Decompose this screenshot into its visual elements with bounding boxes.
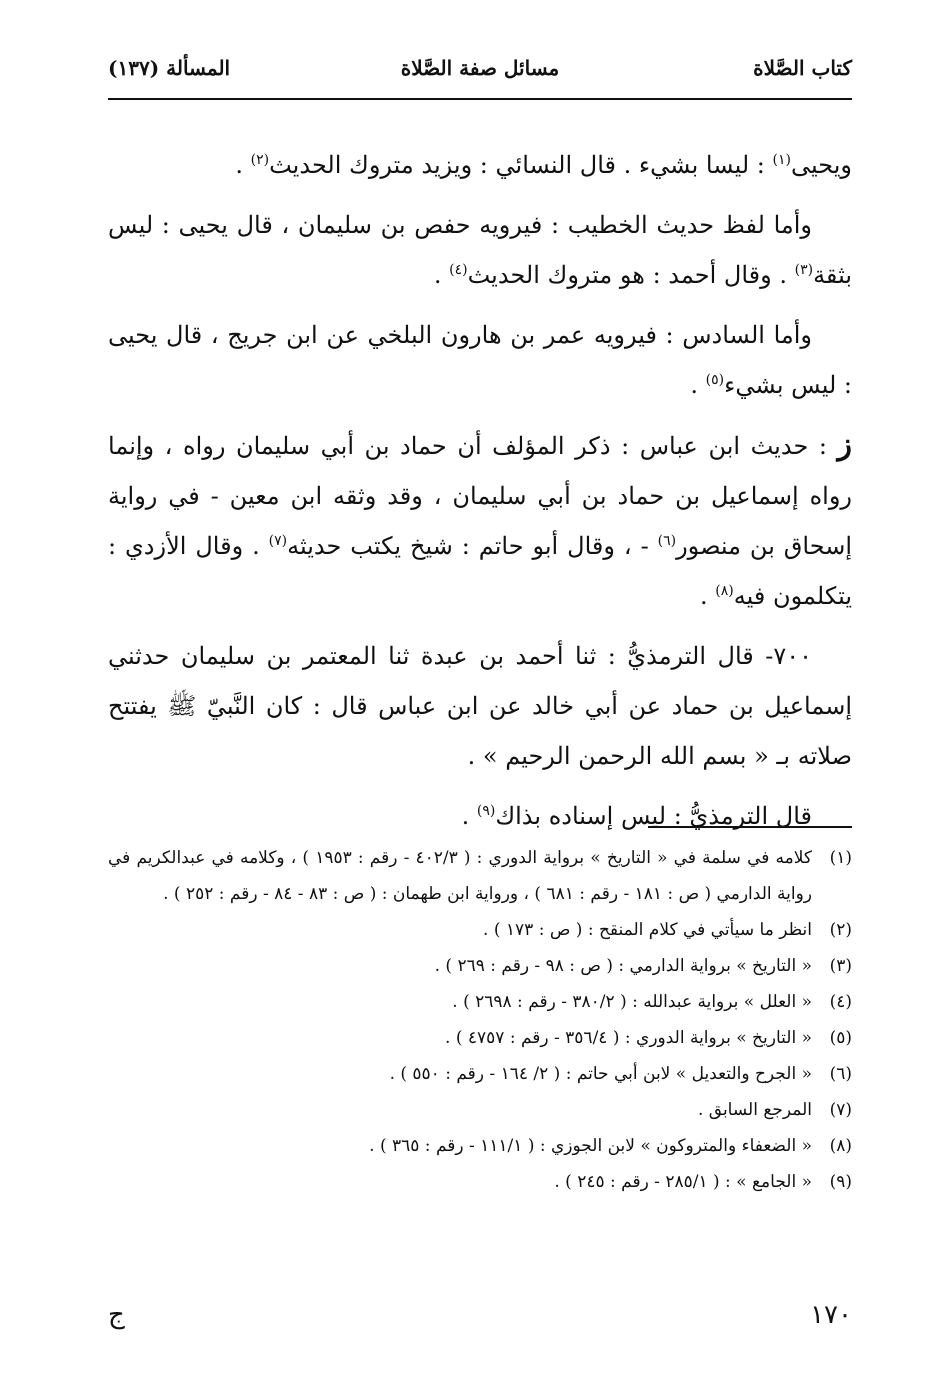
footnote-ref-6: (٦) [657, 533, 677, 549]
footnote-text: « الضعفاء والمتروكون » لابن الجوزي : ( ١١١/١ - رقم : ٣٦٥ ) . [369, 1136, 812, 1156]
footnote-number: (٧) [829, 1100, 852, 1120]
footnote-ref-9: (٩) [476, 803, 496, 819]
footnote-divider [648, 826, 852, 828]
text-run: : حديث ابن عباس : ذكر المؤلف أن حماد بن أبي سليمان رواه ، وإنما رواه إسماعيل بن حماد بن أبي سليمان ، وقد وثقه ابن معين - في رواية إسحاق بن منصور [108, 432, 853, 560]
paragraph-2 [108, 200, 852, 300]
signature-mark: ج [108, 1300, 125, 1330]
footnote-ref-4: (٤) [449, 262, 468, 278]
footnote-number: (٨) [829, 1136, 852, 1156]
footnote-text: « الجرح والتعديل » لابن أبي حاتم : ( ٢/ ١٦٤ - رقم : ٥٥٠ ) . [389, 1064, 812, 1084]
footnote [108, 1020, 852, 1056]
footnote [108, 840, 852, 912]
footnote [108, 912, 852, 948]
header-issue-number: المسألة (١٣٧) [108, 56, 231, 80]
text-run: . [461, 802, 477, 830]
footnote [108, 1164, 852, 1200]
header-chapter-title: مسائل صفة الصَّلاة [400, 56, 560, 80]
text-run: ويحيى [790, 151, 852, 179]
footnote-number: (٥) [829, 1028, 852, 1048]
footnote-ref-3: (٣) [794, 262, 814, 278]
text-run: - ، وقال أبو حاتم : شيخ يكتب حديثه [287, 532, 658, 560]
header-divider [108, 98, 852, 100]
footnote-number: (٢) [829, 920, 852, 940]
footnote [108, 1128, 852, 1164]
footnote-text: « التاريخ » برواية الدارمي : ( ص : ٩٨ - رقم : ٢٦٩ ) . [434, 956, 812, 976]
footnote-text: « التاريخ » برواية الدوري : ( ٣٥٦/٤ - رقم : ٤٧٥٧ ) . [445, 1028, 812, 1048]
footnote-text: المرجع السابق . [697, 1100, 812, 1120]
text-run: . [433, 261, 450, 289]
text-run: . [235, 151, 251, 179]
section-mark: ز [837, 427, 852, 462]
text-run: قال الترمذيُّ : ليس إسناده بذاك [495, 802, 812, 830]
text-run: . وقال الأزدي : يتكلمون فيه [108, 532, 852, 610]
footnote-ref-8: (٨) [715, 583, 734, 599]
paragraph-5: ٧٠٠- قال الترمذيُّ : ثنا أحمد بن عبدة ثنا المعتمر بن سليمان حدثني إسماعيل بن حماد عن أبي خالد عن ابن عباس قال : كان النَّبيّ ﷺ يفتتح صلاته بـ « بسم الله الرحمن الرحيم » . [108, 642, 852, 770]
text-run: . [690, 371, 706, 399]
footnote-number: (٣) [829, 956, 852, 976]
paragraph-3 [108, 310, 852, 410]
footnotes [108, 840, 852, 1200]
paragraph-1 [108, 140, 852, 190]
header-book-title: كتاب الصَّلاة [753, 56, 852, 80]
footnote-ref-7: (٧) [268, 533, 288, 549]
footnote-ref-1: (١) [772, 152, 791, 168]
main-text [108, 140, 852, 851]
footnote-ref-5: (٥) [705, 372, 725, 388]
footnote [108, 984, 852, 1020]
footnote-text: كلامه في سلمة في « التاريخ » برواية الدوري : ( ٤٠٢/٣ - رقم : ١٩٥٣ ) ، وكلامه في عبدالكريم في رواية الدارمي ( ص : ١٨١ - رقم : ٦٨١ ) ، ورواية ابن طهمان : ( ص : ٨٣ - ٨٤ - رقم : ٢٥٢ ) . [108, 848, 812, 904]
footnote-number: (٤) [829, 992, 852, 1012]
footnote-number: (٦) [829, 1064, 852, 1084]
text-run: وأما السادس : فيرويه عمر بن هارون البلخي عن ابن جريج ، قال يحيى : ليس بشيء [108, 321, 852, 399]
text-run: . [700, 582, 716, 610]
paragraph-6 [108, 791, 852, 841]
footnote-ref-2: (٢) [250, 152, 270, 168]
footnote [108, 1056, 852, 1092]
text-run: وأما لفظ حديث الخطيب : فيرويه حفص بن سليمان ، قال يحيى : ليس بثقة [108, 211, 852, 289]
footnote-text: انظر ما سيأتي في كلام المنقح : ( ص : ١٧٣ ) . [483, 920, 812, 940]
text-run: : ليسا بشيء . قال النسائي : ويزيد متروك الحديث [269, 151, 773, 179]
footnote-text: « العلل » برواية عبدالله : ( ٣٨٠/٢ - رقم : ٢٦٩٨ ) . [452, 992, 812, 1012]
footnote [108, 1092, 852, 1128]
footnote-number: (١) [829, 848, 852, 868]
page-number: ١٧٠ [810, 1300, 852, 1330]
footnote-number: (٩) [829, 1172, 852, 1192]
footnote [108, 948, 852, 984]
text-run: . وقال أحمد : هو متروك الحديث [467, 261, 795, 289]
paragraph-4 [108, 420, 852, 621]
footnote-text: « الجامع » : ( ٢٨٥/١ - رقم : ٢٤٥ ) . [554, 1172, 812, 1192]
running-header [108, 48, 852, 88]
